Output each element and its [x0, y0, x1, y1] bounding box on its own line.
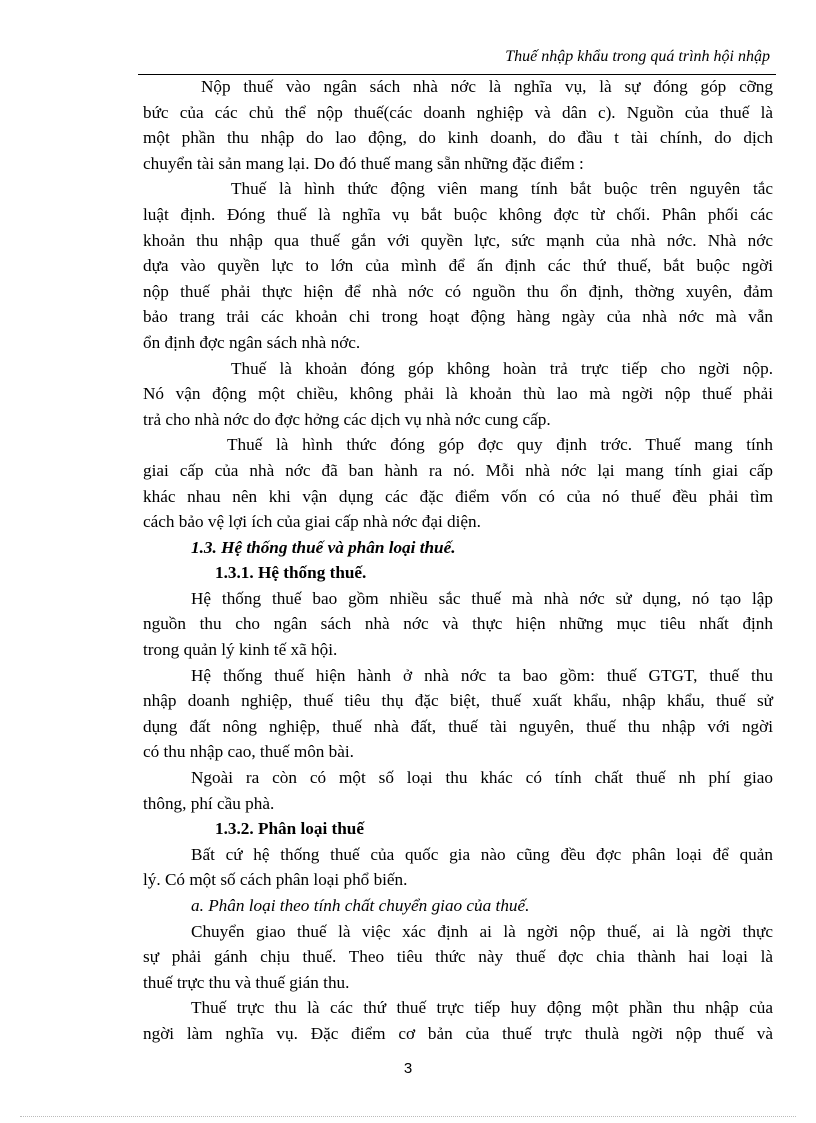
- text-line: a. Phân loại theo tính chất chuyển giao của thuế.: [191, 896, 530, 915]
- text-line: luật định. Đóng thuế là nghĩa vụ bắt buộc không đợc từ chối. Phân phối các: [143, 204, 773, 224]
- text-line: khác nhau nên khi vận dụng các đặc điểm vốn có của nó thuế đều phải tìm: [143, 486, 773, 506]
- text-line: Thuế là hình thức động viên mang tính bắt buộc trên nguyên tắc: [231, 179, 773, 199]
- text-line: Thuế là khoản đóng góp không hoàn trả trực tiếp cho ngời nộp.: [231, 358, 773, 378]
- text-line: sự phải gánh chịu thuế. Theo tiêu thức này thuế đợc chia thành hai loại là: [143, 947, 773, 967]
- text-line: Bất cứ hệ thống thuế của quốc gia nào cũng đều đợc phân loại để quản: [191, 844, 773, 864]
- text-line: cách bảo vệ lợi ích của giai cấp nhà nớc đại diện.: [143, 512, 481, 532]
- text-line: 1.3. Hệ thống thuế và phân loại thuế.: [191, 537, 456, 557]
- text-line: thuế trực thu và thuế gián thu.: [143, 972, 350, 992]
- text-line: trả cho nhà nớc do đợc hởng các dịch vụ nhà nớc cung cấp.: [143, 409, 551, 429]
- text-line: 1.3.2. Phân loại thuế: [215, 819, 364, 839]
- text-line: dựa vào quyền lực to lớn của mình để ấn định các thứ thuế, bắt buộc ngời: [143, 256, 773, 276]
- text-line: lý. Có một số cách phân loại phổ biến.: [143, 870, 408, 890]
- text-line: Ngoài ra còn có một số loại thu khác có tính chất thuế nh phí giao: [191, 768, 773, 788]
- text-line: nhập doanh nghiệp, thuế tiêu thụ đặc biệt, thuế xuất khẩu, nhập khẩu, thuế sử: [143, 691, 773, 711]
- text-line: Nó vận động một chiều, không phải là khoản thù lao mà ngời nộp thuế phải: [143, 384, 773, 404]
- text-line: nguồn thu cho ngân sách nhà nớc và thực hiện những mục tiêu nhất định: [143, 614, 773, 634]
- text-line: 1.3.1. Hệ thống thuế.: [215, 563, 367, 583]
- text-line: ngời làm nghĩa vụ. Đặc điểm cơ bản của thuế trực thulà ngời nộp thuế và: [143, 1023, 773, 1043]
- text-line: dụng đất nông nghiệp, thuế nhà đất, thuế tài nguyên, thuế thu nhập với ngời: [143, 716, 773, 736]
- page-bottom-rule: [20, 1116, 796, 1117]
- body-text: [143, 74, 773, 1047]
- text-line: chuyển tài sản mang lại. Do đó thuế mang sẵn những đặc điểm :: [143, 153, 584, 173]
- text-line: có thu nhập cao, thuế môn bài.: [143, 742, 354, 762]
- text-line: khoản thu nhập qua thuế gắn với quyền lực, sức mạnh của nhà nớc. Nhà nớc: [143, 230, 773, 250]
- page-header: [138, 40, 776, 75]
- text-line: nộp thuế phải thực hiện để nhà nớc có nguồn thu ổn định, thờng xuyên, đảm: [143, 281, 773, 301]
- page-number: 3: [403, 1060, 413, 1077]
- text-line: bảo trang trải các khoản chi trong hoạt động hàng ngày của nhà nớc mà vẫn: [143, 307, 773, 327]
- text-line: Hệ thống thuế bao gồm nhiều sắc thuế mà nhà nớc sử dụng, nó tạo lập: [191, 588, 773, 608]
- text-line: trong quản lý kinh tế xã hội.: [143, 640, 338, 660]
- text-line: một phần thu nhập do lao động, do kinh doanh, do đầu t tài chính, do dịch: [143, 128, 773, 148]
- text-line: Thuế là hình thức đóng góp đợc quy định trớc. Thuế mang tính: [227, 435, 773, 455]
- text-line: ổn định đợc ngân sách nhà nớc.: [143, 332, 361, 352]
- text-line: Thuế trực thu là các thứ thuế trực tiếp huy động một phần thu nhập của: [191, 998, 773, 1018]
- text-line: giai cấp của nhà nớc đã ban hành ra nó. Mỗi nhà nớc lại mang tính giai cấp: [143, 460, 773, 480]
- text-line: Nộp thuế vào ngân sách nhà nớc là nghĩa vụ, là sự đóng góp cỡng: [201, 77, 773, 96]
- text-line: Chuyển giao thuế là việc xác định ai là ngời nộp thuế, ai là ngời thực: [191, 921, 773, 941]
- text-line: Hệ thống thuế hiện hành ở nhà nớc ta bao gồm: thuế GTGT, thuế thu: [191, 665, 773, 685]
- text-line: thông, phí cầu phà.: [143, 793, 275, 813]
- header-title: Thuế nhập khẩu trong quá trình hội nhập: [505, 48, 770, 65]
- text-line: bức của các chủ thể nộp thuế(các doanh nghiệp và dân c). Nguồn của thuế là: [143, 102, 773, 122]
